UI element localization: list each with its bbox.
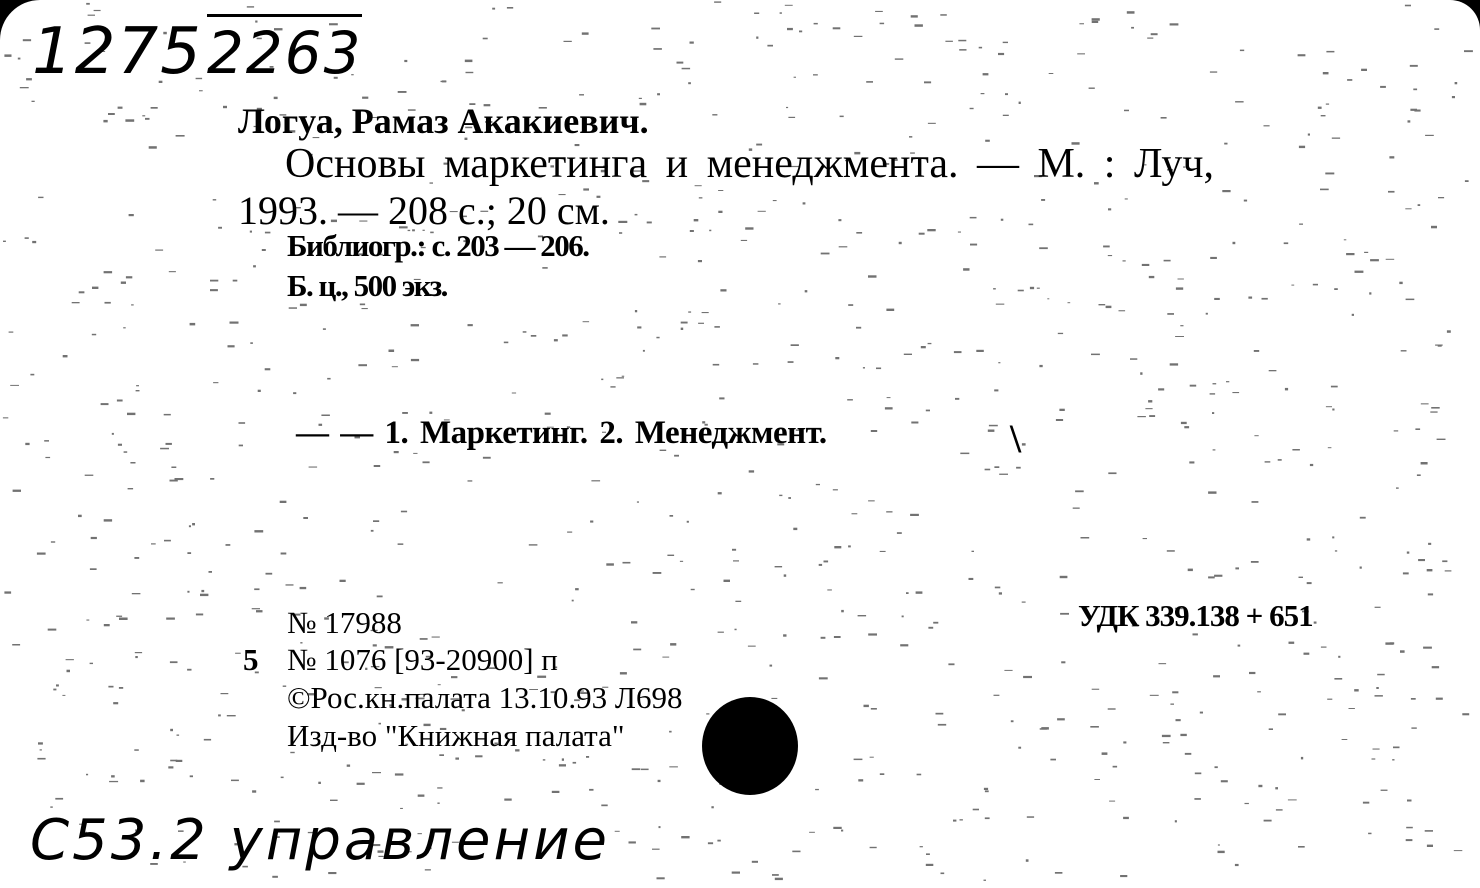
registration-number: № 17988	[287, 605, 402, 640]
card-marker: 5	[243, 642, 259, 677]
handwritten-classification: С53.2 управление	[30, 808, 610, 873]
bibliography-note: Библиогр.: с. 203 — 206.	[287, 228, 589, 263]
title-statement: Основы маркетинга и менеджмента. — М. : Луч,	[285, 141, 1215, 187]
publisher-line: Изд-во "Книжная палата"	[287, 718, 625, 753]
price-copies-note: Б. ц., 500 экз.	[287, 268, 447, 303]
order-number: № 1076 [93-20900] п	[287, 642, 558, 677]
handwritten-number: 1275	[32, 15, 203, 89]
handwritten-call-number	[32, 14, 362, 89]
punch-hole	[702, 697, 798, 795]
imprint-line: 1993. — 208 с.; 20 см.	[238, 188, 610, 233]
handwritten-suffix: 2263	[207, 14, 363, 87]
copyright-line: ©Рос.кн.палата 13.10.93 Л698	[287, 680, 683, 715]
subject-headings: — — 1. Маркетинг. 2. Менеджмент.	[296, 415, 827, 451]
author-heading: Логуа, Рамаз Акакиевич.	[238, 101, 649, 141]
backslash-mark: \	[1010, 416, 1022, 461]
udk-classification: УДК 339.138 + 651	[1078, 598, 1313, 633]
